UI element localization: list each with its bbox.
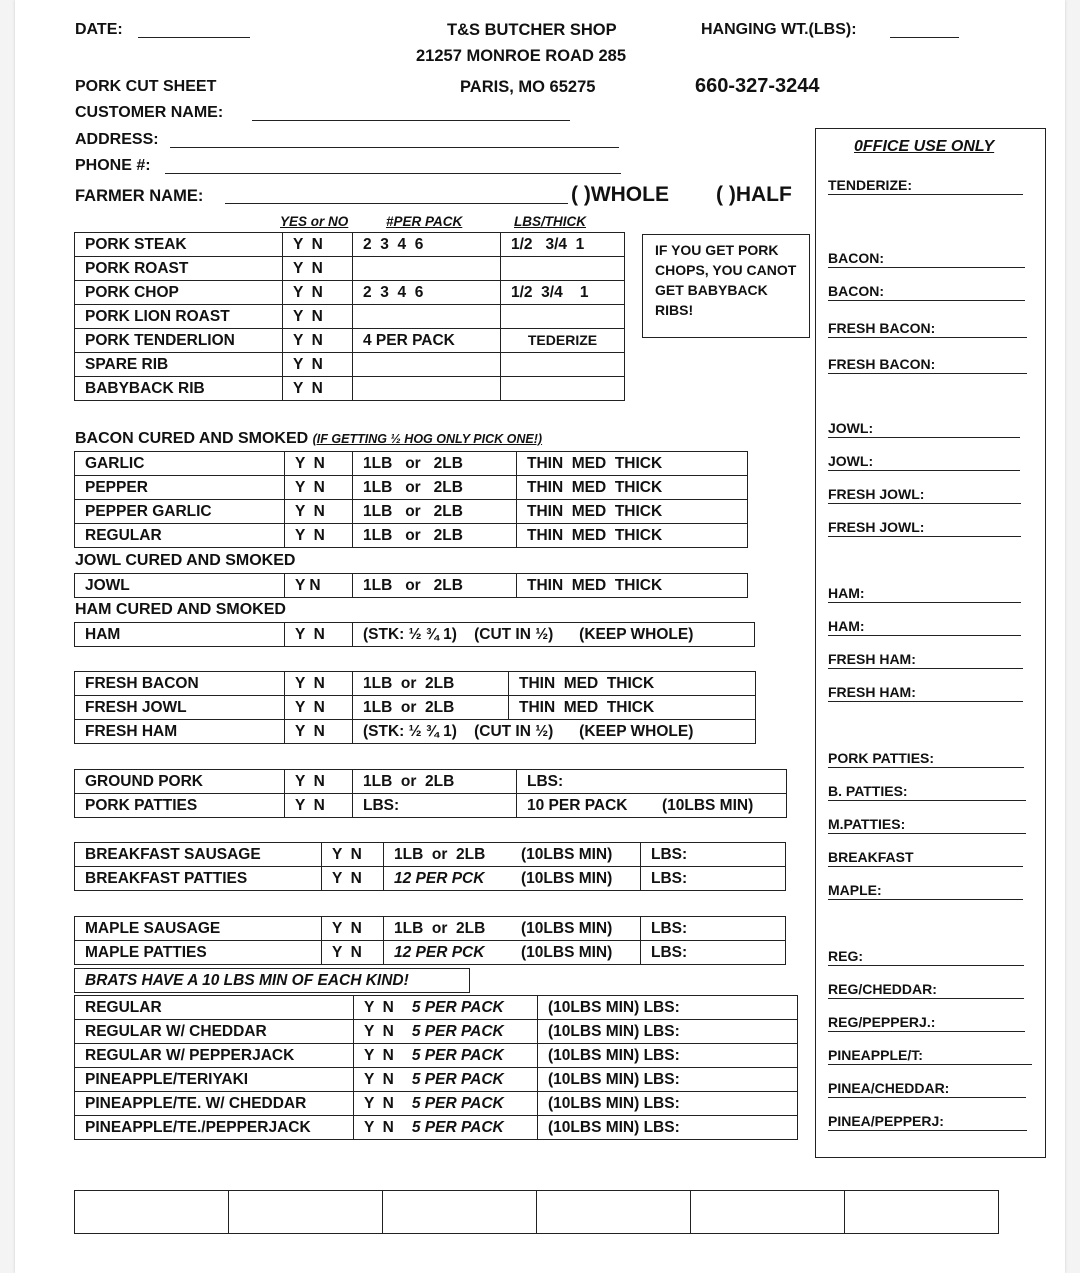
date-field[interactable] [138,37,250,38]
brat-options [354,1092,538,1116]
table-row [75,1191,999,1234]
jowl-section-title: JOWL CURED AND SMOKED [75,552,296,569]
office-item-label: FRESH BACON: [828,320,936,336]
brat-yes-no[interactable]: Y N [364,1095,394,1112]
fresh-table [74,671,756,744]
breakfast-table [74,842,786,891]
brats-table [74,995,798,1140]
table-row [75,696,756,720]
bacon-lbs[interactable]: 1LB or 2LB [353,524,517,548]
cut-yes-no[interactable]: Y N [283,329,353,353]
office-item-field[interactable] [828,767,1024,768]
ham-yes-no[interactable]: Y N [285,623,353,647]
office-item-label: FRESH HAM: [828,684,916,700]
office-item-label: PINEA/CHEDDAR: [828,1080,950,1096]
office-item-label: HAM: [828,618,865,634]
table-row [75,452,748,476]
cut-thickness[interactable]: TEDERIZE [501,329,625,353]
whole-option[interactable]: ( )WHOLE [571,183,669,206]
brat-pack: 5 PER PACK [411,999,504,1016]
cut-yes-no[interactable]: Y N [283,281,353,305]
cut-name: SPARE RIB [75,353,283,377]
office-item-field[interactable] [828,470,1020,471]
cut-yes-no[interactable]: Y N [283,377,353,401]
shop-address-line1: 21257 MONROE ROAD 285 [416,47,626,65]
table-row [75,1044,798,1068]
cut-yes-no[interactable]: Y N [283,353,353,377]
maple-lbs[interactable]: LBS: [641,941,786,965]
office-item-label: PINEAPPLE/T: [828,1047,923,1063]
jowl-lbs[interactable]: 1LB or 2LB [353,574,517,598]
ground-lbs[interactable]: LBS: [353,794,517,818]
breakfast-pack[interactable]: 1LB or 2LB [384,843,522,867]
brat-lbs[interactable]: (10LBS MIN) LBS: [538,1044,798,1068]
ham-options[interactable]: (STK: ½ ¾ 1) (CUT IN ½) (KEEP WHOLE) [353,623,755,647]
half-option[interactable]: ( )HALF [716,183,792,206]
maple-name: MAPLE PATTIES [75,941,322,965]
cut-yes-no[interactable]: Y N [283,257,353,281]
brat-lbs[interactable]: (10LBS MIN) LBS: [538,1116,798,1140]
cut-per-pack[interactable] [353,377,501,401]
bottom-boxes [74,1190,999,1234]
cut-thickness[interactable] [501,305,625,329]
table-row [75,917,786,941]
brat-lbs[interactable]: (10LBS MIN) LBS: [538,996,798,1020]
fresh-thickness[interactable]: THIN MED THICK [509,672,756,696]
ground-name: PORK PATTIES [75,794,285,818]
jowl-name: JOWL [75,574,285,598]
ground-yes-no[interactable]: Y N [285,794,353,818]
breakfast-lbs[interactable]: LBS: [641,867,786,891]
office-item-label: M.PATTIES: [828,816,906,832]
fresh-thickness[interactable]: THIN MED THICK [509,696,756,720]
cut-name: PORK ROAST [75,257,283,281]
breakfast-lbs[interactable]: LBS: [641,843,786,867]
table-row [75,996,798,1020]
bacon-yes-no[interactable]: Y N [285,452,353,476]
brats-title: BRATS HAVE A 10 LBS MIN OF EACH KIND! [75,969,470,993]
office-item-field[interactable] [828,800,1026,801]
bacon-yes-no[interactable]: Y N [285,500,353,524]
office-item-field[interactable] [828,1031,1025,1032]
office-item-field[interactable] [828,437,1020,438]
maple-yes-no[interactable]: Y N [322,917,384,941]
ground-pork-table [74,769,787,818]
office-item-label: PINEA/PEPPERJ: [828,1113,944,1129]
office-item-field[interactable] [828,668,1023,669]
bottom-box[interactable] [537,1191,691,1234]
office-item-label: FRESH JOWL: [828,486,925,502]
maple-pack[interactable]: 12 PER PCK [384,941,522,965]
brat-name: REGULAR [75,996,354,1020]
cut-per-pack[interactable] [353,257,501,281]
table-row [75,1092,798,1116]
office-item-label: BACON: [828,283,884,299]
pork-chop-note: IF YOU GET PORK CHOPS, YOU CANOT GET BABYBACK RIBS! [642,234,810,338]
bottom-box[interactable] [75,1191,229,1234]
bacon-lbs[interactable]: 1LB or 2LB [353,476,517,500]
table-row [75,794,787,818]
cut-per-pack[interactable] [353,305,501,329]
brat-lbs[interactable]: (10LBS MIN) LBS: [538,1068,798,1092]
address-field[interactable] [170,147,619,148]
maple-min: (10LBS MIN) [521,917,641,941]
bacon-lbs[interactable]: 1LB or 2LB [353,500,517,524]
table-row [75,1068,798,1092]
brat-yes-no[interactable]: Y N [364,1119,394,1136]
table-row [75,500,748,524]
office-item-label: HAM: [828,585,865,601]
brat-options [354,1044,538,1068]
office-item-field[interactable] [828,194,1023,195]
bottom-box[interactable] [845,1191,999,1234]
office-item-field[interactable] [828,373,1027,374]
office-item-field[interactable] [828,536,1021,537]
maple-min: (10LBS MIN) [521,941,641,965]
office-item-label: MAPLE: [828,882,882,898]
cut-per-pack[interactable]: 2 3 4 6 [353,233,501,257]
phone-field[interactable] [165,173,621,174]
ground-detail[interactable]: LBS: [517,770,787,794]
fresh-yes-no[interactable]: Y N [285,720,353,744]
table-row [75,257,625,281]
bacon-lbs[interactable]: 1LB or 2LB [353,452,517,476]
office-use-panel [815,128,1046,1158]
customer-name-field[interactable] [252,120,570,121]
table-row [75,672,756,696]
cut-thickness[interactable]: 1/2 3/4 1 [501,233,625,257]
fresh-name: FRESH JOWL [75,696,285,720]
breakfast-min: (10LBS MIN) [521,843,641,867]
bacon-name: GARLIC [75,452,285,476]
shop-address-line2: PARIS, MO 65275 [460,78,596,96]
table-row [75,476,748,500]
brat-pack: 5 PER PACK [411,1095,504,1112]
office-item-field[interactable] [828,1097,1026,1098]
table-row [75,574,748,598]
office-item-label: FRESH JOWL: [828,519,925,535]
office-item-field[interactable] [828,337,1027,338]
breakfast-min: (10LBS MIN) [521,867,641,891]
table-row [75,305,625,329]
cut-per-pack[interactable]: 4 PER PACK [353,329,501,353]
breakfast-pack[interactable]: 12 PER PCK [384,867,522,891]
office-item-field[interactable] [828,267,1025,268]
jowl-thickness[interactable]: THIN MED THICK [517,574,748,598]
jowl-yes-no[interactable]: Y N [285,574,353,598]
bacon-note: (IF GETTING ½ HOG ONLY PICK ONE!) [312,432,543,446]
table-row [75,524,748,548]
bacon-thickness[interactable]: THIN MED THICK [517,500,748,524]
office-item-field[interactable] [828,1130,1027,1131]
office-item-field[interactable] [828,503,1021,504]
office-item-label: FRESH BACON: [828,356,936,372]
brat-options [354,1116,538,1140]
col-per-pack: #PER PACK [386,214,463,229]
office-item-label: JOWL: [828,420,874,436]
cut-per-pack[interactable]: 2 3 4 6 [353,281,501,305]
ham-table [74,622,755,647]
brat-options [354,1020,538,1044]
cut-per-pack[interactable] [353,353,501,377]
brat-name: PINEAPPLE/TE. W/ CHEDDAR [75,1092,354,1116]
office-item-label: JOWL: [828,453,874,469]
fresh-name: FRESH HAM [75,720,285,744]
table-row [75,353,625,377]
brat-name: PINEAPPLE/TERIYAKI [75,1068,354,1092]
col-lbs-thick: LBS/THICK [514,214,586,229]
office-item-field[interactable] [828,300,1025,301]
office-item-field[interactable] [828,635,1021,636]
pork-cuts-table [74,232,625,401]
table-row [75,843,786,867]
address-label: ADDRESS: [75,131,159,148]
office-item-label: FRESH HAM: [828,651,916,667]
breakfast-name: BREAKFAST PATTIES [75,867,322,891]
office-item-field[interactable] [828,701,1023,702]
farmer-name-label: FARMER NAME: [75,187,204,205]
brat-yes-no[interactable]: Y N [364,1023,394,1040]
fresh-name: FRESH BACON [75,672,285,696]
brat-pack: 5 PER PACK [411,1047,504,1064]
cut-thickness[interactable] [501,353,625,377]
brat-yes-no[interactable]: Y N [364,999,394,1016]
bacon-name: PEPPER GARLIC [75,500,285,524]
office-item-field[interactable] [828,899,1023,900]
jowl-table [74,573,748,598]
brat-options [354,996,538,1020]
maple-yes-no[interactable]: Y N [322,941,384,965]
ham-section-title: HAM CURED AND SMOKED [75,601,286,618]
table-row [75,770,787,794]
cut-thickness[interactable]: 1/2 3/4 1 [501,281,625,305]
bacon-thickness[interactable]: THIN MED THICK [517,452,748,476]
brat-name: PINEAPPLE/TE./PEPPERJACK [75,1116,354,1140]
brat-yes-no[interactable]: Y N [364,1071,394,1088]
hanging-weight-label: HANGING WT.(LBS): [701,21,857,38]
maple-pack[interactable]: 1LB or 2LB [384,917,522,941]
bacon-thickness[interactable]: THIN MED THICK [517,476,748,500]
fresh-options[interactable]: (STK: ½ ¾ 1) (CUT IN ½) (KEEP WHOLE) [353,720,756,744]
brat-pack: 5 PER PACK [411,1119,504,1136]
office-item-label: REG/CHEDDAR: [828,981,937,997]
table-row [75,969,470,993]
table-row [75,281,625,305]
cut-name: PORK STEAK [75,233,283,257]
date-label: DATE: [75,21,123,38]
ground-yes-no[interactable]: Y N [285,770,353,794]
bacon-title: BACON CURED AND SMOKED [75,430,309,447]
office-item-field[interactable] [828,866,1023,867]
table-row [75,329,625,353]
office-item-field[interactable] [828,602,1021,603]
fresh-lbs[interactable]: 1LB or 2LB [353,696,509,720]
ground-name: GROUND PORK [75,770,285,794]
fresh-lbs[interactable]: 1LB or 2LB [353,672,509,696]
bacon-yes-no[interactable]: Y N [285,524,353,548]
table-row [75,623,755,647]
brat-pack: 5 PER PACK [411,1023,504,1040]
office-item-field[interactable] [828,1064,1032,1065]
bacon-name: PEPPER [75,476,285,500]
cut-thickness[interactable] [501,257,625,281]
bacon-section-title [75,430,542,448]
maple-name: MAPLE SAUSAGE [75,917,322,941]
brat-name: REGULAR W/ CHEDDAR [75,1020,354,1044]
fresh-yes-no[interactable]: Y N [285,672,353,696]
cut-name: PORK CHOP [75,281,283,305]
brat-options [354,1068,538,1092]
table-row [75,377,625,401]
bacon-name: REGULAR [75,524,285,548]
table-row [75,941,786,965]
bottom-box[interactable] [383,1191,537,1234]
table-row [75,867,786,891]
office-item-label: BACON: [828,250,884,266]
office-item-label: BREAKFAST [828,849,914,865]
maple-table [74,916,786,965]
cut-yes-no[interactable]: Y N [283,233,353,257]
table-row [75,1116,798,1140]
shop-phone: 660-327-3244 [695,75,820,97]
brat-name: REGULAR W/ PEPPERJACK [75,1044,354,1068]
office-item-label: B. PATTIES: [828,783,908,799]
brat-lbs[interactable]: (10LBS MIN) LBS: [538,1092,798,1116]
hanging-weight-field[interactable] [890,37,959,38]
brat-pack: 5 PER PACK [411,1071,504,1088]
cut-name: PORK LION ROAST [75,305,283,329]
office-item-label: PORK PATTIES: [828,750,935,766]
office-item-label: REG/PEPPERJ.: [828,1014,936,1030]
bottom-box[interactable] [691,1191,845,1234]
office-title: 0FFICE USE ONLY [854,138,995,155]
breakfast-yes-no[interactable]: Y N [322,867,384,891]
ground-detail[interactable]: 10 PER PACK (10LBS MIN) [517,794,787,818]
bottom-box[interactable] [229,1191,383,1234]
cut-name: PORK TENDERLION [75,329,283,353]
col-yes-no: YES or NO [280,214,349,229]
bacon-thickness[interactable]: THIN MED THICK [517,524,748,548]
shop-name: T&S BUTCHER SHOP [447,21,617,39]
cut-name: BABYBACK RIB [75,377,283,401]
office-item-label: TENDERIZE: [828,177,912,193]
brat-yes-no[interactable]: Y N [364,1047,394,1064]
customer-name-label: CUSTOMER NAME: [75,104,224,121]
bacon-table [74,451,748,548]
office-item-field[interactable] [828,998,1024,999]
fresh-yes-no[interactable]: Y N [285,696,353,720]
sheet-title: PORK CUT SHEET [75,78,217,95]
maple-lbs[interactable]: LBS: [641,917,786,941]
office-item-label: REG: [828,948,863,964]
brats-title-box [74,968,470,993]
breakfast-yes-no[interactable]: Y N [322,843,384,867]
bacon-yes-no[interactable]: Y N [285,476,353,500]
table-row [75,720,756,744]
phone-label: PHONE #: [75,157,151,174]
table-row [75,1020,798,1044]
breakfast-name: BREAKFAST SAUSAGE [75,843,322,867]
brat-lbs[interactable]: (10LBS MIN) LBS: [538,1020,798,1044]
cut-thickness[interactable] [501,377,625,401]
ham-name: HAM [75,623,285,647]
cut-yes-no[interactable]: Y N [283,305,353,329]
office-item-field[interactable] [828,965,1024,966]
office-item-field[interactable] [828,833,1026,834]
table-row [75,233,625,257]
farmer-name-field[interactable] [225,203,568,204]
ground-lbs[interactable]: 1LB or 2LB [353,770,517,794]
